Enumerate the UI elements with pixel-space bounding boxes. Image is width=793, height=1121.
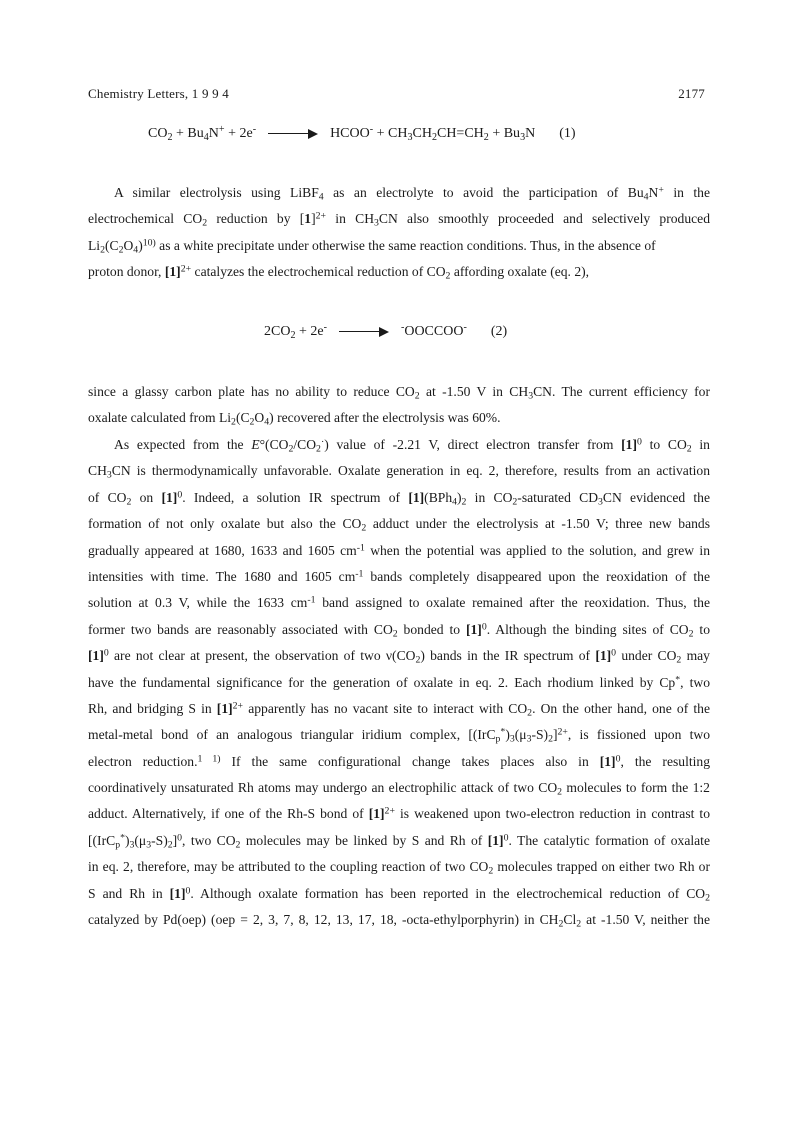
superscript: 2+ [315, 210, 327, 222]
subscript: 2 [100, 244, 105, 256]
text-line [88, 722, 710, 748]
text-run: S and Rh in [88, 885, 170, 901]
compound-number: [1] [465, 621, 482, 637]
superscript: + [218, 124, 225, 136]
text-run: bonded to [397, 621, 466, 637]
text-run: CH [88, 463, 107, 479]
text-run: intensities with time. The 1680 and 1605 cm [88, 568, 356, 584]
text-run: ) [138, 237, 143, 253]
text-run: catalyzed by Pd(oep) (oep = 2, 3, 7, 8, 12, 13, 17, 18, -octa-ethylporphyrin) in CH [88, 912, 559, 928]
superscript: 0 [185, 884, 191, 896]
superscript: 2+ [180, 263, 192, 275]
text-run: under CO [616, 648, 677, 664]
text-run: /CO [293, 437, 317, 452]
text-run: As expected from the [114, 437, 252, 452]
text-run: since a glassy carbon plate has no ability to reduce CO [88, 384, 415, 399]
compound-number: [1] [408, 489, 425, 505]
paragraph-1 [88, 180, 710, 286]
text-line [88, 564, 710, 590]
subscript: 2 [576, 918, 582, 930]
text-run: affording oxalate (eq. 2), [450, 264, 590, 280]
text-run: -S) [531, 727, 549, 743]
subscript: 2 [705, 892, 711, 904]
text-run: , is fissioned upon two [567, 727, 710, 743]
text-run: If the same configurational change takes places also in [220, 753, 600, 769]
text-run: (μ [134, 832, 147, 848]
eq2-text: + 2e [295, 324, 324, 339]
text-run: ) value of -2.21 V, direct electron transfer from [324, 437, 622, 452]
subscript: 2 [461, 496, 467, 508]
subscript: 2 [288, 443, 294, 455]
superscript: 0 [177, 489, 183, 501]
text-run: . Although the binding sites of CO [486, 621, 689, 637]
subscript: 2 [167, 839, 173, 851]
subscript: 2 [235, 839, 241, 851]
subscript: 2 [316, 443, 321, 455]
text-run: are not clear at present, the observation of two ν(CO [108, 648, 416, 664]
subscript: p [495, 734, 501, 746]
reaction-arrow-icon [339, 327, 389, 337]
equation-number: (1) [559, 126, 576, 141]
text-run: °(CO [259, 437, 289, 452]
subscript: 3 [598, 496, 603, 508]
text-line [88, 881, 710, 907]
reaction-arrow-icon [268, 129, 318, 139]
text-run: ] [172, 832, 178, 848]
text-run: in eq. 2, therefore, may be attributed to the coupling reaction of two CO [88, 859, 489, 875]
equation-1 [148, 126, 576, 142]
eq2-text: 2CO [264, 324, 291, 339]
superscript: * [120, 832, 125, 844]
superscript: -1 [355, 568, 364, 580]
subscript: 2 [527, 707, 533, 719]
subscript: 4 [203, 131, 209, 143]
text-run: adduct under the electrolysis at -1.50 V; three new bands [366, 516, 710, 532]
text-run: , two CO [182, 832, 236, 848]
text-run: catalyzes the electrochemical reduction of CO [191, 264, 446, 280]
text-line [88, 907, 710, 933]
subscript: 2 [290, 329, 296, 341]
text-run: Li [88, 237, 101, 253]
equation-number: (2) [490, 324, 508, 339]
eq1-text: N [525, 126, 536, 141]
subscript: 2 [202, 218, 208, 230]
subscript: 3 [146, 839, 152, 851]
compound-number: 1 [304, 211, 312, 227]
text-run: of CO [88, 489, 127, 505]
text-run: as a white precipitate under otherwise the same reaction conditions. Thus, in the absence of [155, 237, 656, 253]
superscript: 0 [177, 832, 183, 844]
text-run: (C [235, 410, 250, 426]
subscript: p [115, 839, 121, 851]
compound-number: [1] [161, 489, 178, 505]
text-run: Cl [563, 912, 577, 928]
superscript: - [400, 322, 405, 334]
compound-number: [1] [216, 700, 233, 716]
subscript: 2 [512, 496, 518, 508]
text-run: ) [505, 727, 510, 743]
text-run: band assigned to oxalate remained after the reoxidation. Thus, the [315, 595, 710, 611]
equation-2 [264, 324, 507, 340]
subscript: 2 [167, 131, 173, 143]
text-run: metal-metal bond of an analogous triangular iridium complex, [(IrC [88, 727, 496, 743]
text-line [88, 405, 710, 431]
superscript: + [658, 184, 664, 196]
text-line [88, 828, 710, 854]
paragraph-3 [88, 432, 710, 933]
text-run: coordinatively unsaturated Rh atoms may undergo an electrophilic attack of two CO [88, 780, 558, 796]
subscript: 2 [126, 496, 132, 508]
superscript: 0 [637, 436, 642, 448]
text-run: O [254, 410, 265, 426]
text-run: Rh, and bridging S in [88, 700, 217, 716]
superscript: - [463, 322, 467, 334]
subscript: 2 [392, 628, 398, 640]
text-run: CN. The current efficiency for [533, 384, 710, 399]
text-run: at -1.50 V, neither the [581, 912, 711, 928]
subscript: 2 [415, 654, 421, 666]
paragraph-2 [88, 379, 710, 432]
subscript: 2 [483, 131, 489, 143]
text-run: is weakened upon two-electron reduction in contrast to [394, 806, 710, 822]
eq1-text: + CH [373, 126, 408, 141]
subscript: 3 [129, 839, 135, 851]
text-run: CN evidenced the [602, 489, 711, 505]
subscript: 2 [249, 417, 255, 429]
text-run: -S) [151, 832, 168, 848]
eq1-text: + Bu [172, 126, 204, 141]
subscript: 3 [528, 390, 534, 402]
subscript: 2 [445, 270, 451, 282]
text-run: (μ [514, 727, 527, 743]
text-line [88, 538, 710, 564]
subscript: 2 [118, 244, 124, 256]
subscript: 4 [133, 244, 139, 256]
compound-number: [1] [621, 437, 637, 452]
text-run: A similar electrolysis using LiBF [114, 185, 319, 200]
subscript: 4 [264, 417, 270, 429]
superscript: -1 [356, 541, 365, 553]
text-run: [ [299, 211, 305, 227]
eq1-text: HCOO [330, 126, 370, 141]
superscript: * [675, 673, 681, 685]
subscript: 2 [686, 443, 692, 455]
superscript: - [252, 124, 257, 136]
text-line [88, 511, 710, 537]
superscript: 0 [503, 832, 509, 844]
text-run: adduct. Alternatively, if one of the Rh-S bond of [88, 806, 369, 822]
subscript: 3 [407, 131, 413, 143]
compound-number: [1] [595, 648, 612, 664]
text-run: molecules to form the 1:2 [562, 780, 710, 796]
text-run: molecules trapped on either two Rh or [493, 859, 710, 875]
subscript: 2 [558, 918, 564, 930]
text-run: [(IrC [88, 832, 116, 848]
text-run: in CH [326, 211, 375, 227]
text-run: apparently has no vacant site to interact with CO [243, 700, 528, 716]
text-line [88, 379, 710, 405]
text-run: . On the other hand, one of the [532, 700, 710, 716]
text-run: O [123, 237, 134, 253]
text-run: -saturated CD [517, 489, 599, 505]
text-line [88, 854, 710, 880]
text-run: to CO [641, 437, 687, 452]
text-line [88, 775, 710, 801]
subscript: 2 [361, 522, 367, 534]
text-run: , the resulting [620, 753, 710, 769]
text-line [88, 670, 710, 696]
text-line [88, 432, 710, 458]
text-run: molecules may be linked by S and Rh of [240, 832, 488, 848]
text-line [88, 696, 710, 722]
text-line [88, 233, 710, 259]
text-run: former two bands are reasonably associated with CO [88, 621, 393, 637]
subscript: 2 [676, 654, 682, 666]
subscript: 3 [520, 131, 526, 143]
eq1-text: + Bu [488, 126, 521, 141]
superscript: 2+ [232, 700, 244, 712]
superscript: -1 [307, 594, 316, 606]
compound-number: [1] [88, 648, 104, 664]
subscript: 4 [452, 496, 458, 508]
superscript: 0 [615, 753, 621, 764]
reference-marker: 1 1) [197, 753, 221, 764]
text-run: CN also smoothly proceeded and selectively produced [378, 211, 710, 227]
subscript: 2 [231, 417, 236, 429]
eq1-text: + 2e [224, 126, 253, 141]
text-line [88, 749, 710, 775]
eq1-text: CH [412, 126, 432, 141]
compound-number: [1] [368, 806, 385, 822]
text-run: electron reduction. [88, 753, 198, 769]
text-run: N [648, 185, 659, 200]
text-run: oxalate calculated from Li [88, 410, 232, 426]
text-run: , two [680, 674, 710, 690]
superscript: 0 [611, 647, 617, 659]
text-run: formation of not only oxalate but also the CO [88, 516, 362, 532]
text-line [88, 643, 710, 669]
italic-symbol: E [251, 437, 260, 452]
subscript: 3 [509, 734, 515, 746]
text-run: ) [457, 489, 462, 505]
text-run: ] [552, 727, 558, 743]
text-run: in the [663, 185, 711, 200]
subscript: 2 [414, 390, 420, 402]
text-run: (C [104, 237, 119, 253]
text-run: to [693, 621, 710, 637]
text-run: . Indeed, a solution IR spectrum of [182, 489, 409, 505]
text-run: . The catalytic formation of oxalate [508, 832, 710, 848]
subscript: 3 [374, 218, 379, 230]
text-run: ) [124, 832, 130, 848]
reference-marker: 10) [142, 237, 156, 249]
text-run: as an electrolyte to avoid the participation of Bu [323, 185, 644, 200]
subscript: 2 [548, 734, 553, 746]
text-run: . Although oxalate formation has been reported in the electrochemical reduction of CO [190, 885, 706, 901]
text-run: reduction by [207, 211, 300, 227]
text-run: when the potential was applied to the solution, and grew in [364, 542, 710, 558]
superscript: · [320, 436, 325, 448]
text-run: at -1.50 V in CH [419, 384, 529, 399]
text-line [88, 485, 710, 511]
eq1-text: CH=CH [436, 126, 484, 141]
superscript: - [369, 124, 374, 136]
compound-number: [1] [487, 832, 504, 848]
text-run: (BPh [424, 489, 453, 505]
text-run: ] [311, 211, 316, 227]
text-run: in CO [466, 489, 513, 505]
text-run: proton donor, [88, 264, 165, 280]
compound-number: [1] [164, 264, 181, 280]
text-run: on [131, 489, 162, 505]
text-run: solution at 0.3 V, while the 1633 cm [88, 595, 308, 611]
text-line [88, 180, 710, 206]
eq2-text: OOCCOO [404, 324, 464, 339]
compound-number: [1] [169, 885, 186, 901]
journal-citation: Chemistry Letters, 1 9 9 4 [88, 86, 229, 101]
subscript: 3 [106, 470, 112, 482]
subscript: 2 [431, 131, 437, 143]
text-line [88, 617, 710, 643]
subscript: 2 [688, 628, 694, 640]
text-run: in [691, 437, 710, 452]
subscript: 4 [643, 191, 649, 203]
eq1-text: CO [148, 126, 168, 141]
text-line [88, 206, 710, 232]
text-run: CN is thermodynamically unfavorable. Oxalate generation in eq. 2, therefore, results from an activation [111, 463, 710, 479]
text-run: ) recovered after the electrolysis was 60%. [269, 410, 501, 426]
compound-number: [1] [599, 753, 616, 769]
superscript: 2+ [384, 805, 395, 817]
text-run: ) bands in the IR spectrum of [420, 648, 596, 664]
text-run: gradually appeared at 1680, 1633 and 1605 cm [88, 542, 357, 558]
superscript: 0 [103, 647, 109, 659]
text-run: may [681, 648, 710, 664]
subscript: 2 [557, 786, 563, 798]
subscript: 3 [526, 734, 532, 746]
superscript: * [500, 726, 506, 738]
page-number: 2177 [678, 86, 705, 101]
superscript: 2+ [557, 726, 568, 738]
superscript: 0 [481, 621, 487, 633]
text-run: electrochemical CO [88, 211, 203, 227]
superscript: - [323, 322, 327, 334]
eq1-text: N [208, 126, 219, 141]
text-line [88, 801, 710, 827]
text-line [88, 590, 710, 616]
running-header [88, 86, 705, 106]
text-run: bands completely disappeared upon the reoxidation of the [363, 568, 710, 584]
subscript: 4 [318, 191, 324, 203]
subscript: 2 [488, 865, 494, 877]
text-line [88, 458, 710, 484]
text-run: have the fundamental significance for the generation of oxalate in eq. 2. Each rhodium linked by Cp [88, 674, 676, 690]
text-line [88, 259, 710, 285]
